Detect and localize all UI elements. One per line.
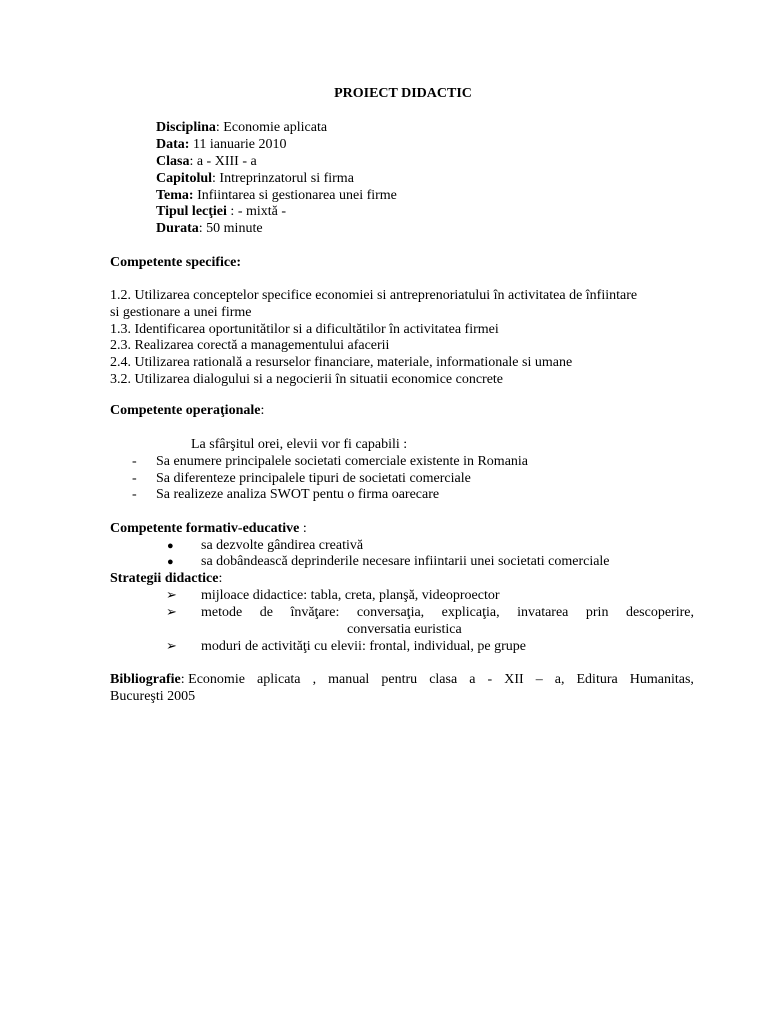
meta-tema [156,188,397,205]
word: Humanitas, [629,672,694,687]
meta-tipul-lectiei [156,204,286,221]
meta-label: Capitolul [156,171,213,186]
meta-clasa [156,154,257,171]
strategy-item: moduri de activităţi cu elevii: frontal, individual, pe grupe [201,639,527,654]
dash-marker: - [132,471,137,486]
meta-capitolul [156,171,354,188]
heading-colon: : [299,521,307,536]
word: clasa [429,672,458,687]
meta-value: Economie aplicata [223,120,328,135]
meta-sep: : [226,204,238,219]
word: : Economie [180,672,245,687]
meta-label: Tipul lecţiei [156,204,227,219]
formative-item: sa dezvolte gândirea creativă [201,538,364,553]
heading-text: Strategii didactice [110,571,219,586]
meta-value: 11 ianuarie 2010 [192,137,287,152]
formative-item: sa dobândească deprinderile necesare infiintarii unei societati comerciale [201,554,610,569]
bibliography-continuation: Bucureşti 2005 [110,689,196,704]
word: invatarea [517,605,569,620]
meta-label: Durata [156,221,199,236]
operational-item: Sa enumere principalele societati comerciale existente in Romania [156,454,529,469]
meta-value: a - XIII - a [196,154,257,169]
strategies-heading [110,571,222,588]
meta-durata [156,221,263,238]
meta-data [156,137,287,154]
heading-text: Competente specifice: [110,255,242,270]
word: - [487,672,493,687]
word: aplicata [256,672,301,687]
dash-marker: - [132,487,137,502]
bibliography-heading: Bibliografie [110,672,181,687]
meta-value: Infiintarea si gestionarea unei firme [197,188,397,203]
word: pentru [381,672,418,687]
meta-label: Disciplina [156,120,216,135]
operational-intro: La sfârşitul orei, elevii vor fi capabili : [191,437,408,452]
specific-line: 1.2. Utilizarea conceptelor specifice economiei si antreprenoriatului în activitatea de înfiintare [110,288,638,303]
word: , [312,672,317,687]
meta-sep: : [189,154,197,169]
meta-label: Tema: [156,188,194,203]
specific-line: 3.2. Utilizarea dialogului si a negocierii în situatii economice concrete [110,372,504,387]
meta-sep: : [212,171,220,186]
meta-label: Clasa [156,154,190,169]
word: Editura [576,672,618,687]
bullet-icon: ● [167,556,174,568]
meta-value: - mixtă - [237,204,287,219]
operational-item: Sa diferenteze principalele tipuri de societati comerciale [156,471,471,486]
strategy-item-continuation: conversatia euristica [347,622,462,637]
bibliography-line [110,672,694,689]
heading-text: Competente formativ-educative [110,521,300,536]
meta-sep: : [215,120,224,135]
arrow-bullet-icon: ➢ [166,588,177,603]
specific-line: 1.3. Identificarea oportunitătilor si a dificultătilor în activitatea firmei [110,322,499,337]
formative-heading [110,521,307,538]
word: metode [201,605,243,620]
word: manual [328,672,370,687]
heading-colon: : [260,403,265,418]
arrow-bullet-icon: ➢ [166,605,177,620]
word: a [469,672,476,687]
specific-heading [110,255,241,272]
word: XII [504,672,524,687]
meta-value: Intreprinzatorul si firma [219,171,354,186]
word: prin [585,605,609,620]
specific-line: 2.4. Utilizarea ratională a resurselor financiare, materiale, informationale si umane [110,355,573,370]
specific-line: si gestionare a unei firme [110,305,252,320]
word: explicaţia, [441,605,500,620]
document-title: PROIECT DIDACTIC [334,86,472,101]
heading-text: Competente operaţionale [110,403,261,418]
arrow-bullet-icon: ➢ [166,639,177,654]
meta-sep: : [198,221,207,236]
specific-line: 2.3. Realizarea corectă a managementului afacerii [110,338,390,353]
operational-heading [110,403,264,420]
heading-colon: : [218,571,223,586]
word: de [259,605,273,620]
operational-item: Sa realizeze analiza SWOT pentu o firma oarecare [156,487,440,502]
strategy-item: mijloace didactice: tabla, creta, planşă, videoproector [201,588,500,603]
meta-value: 50 minute [206,221,263,236]
word: – [535,672,543,687]
dash-marker: - [132,454,137,469]
word: conversaţia, [356,605,425,620]
word: învăţare: [290,605,340,620]
bibliography-start [110,672,245,689]
word: a, [554,672,565,687]
strategy-item-justified [201,605,694,622]
meta-disciplina [156,120,327,137]
word: descoperire, [625,605,694,620]
bullet-icon: ● [167,540,174,552]
meta-label: Data: [156,137,190,152]
